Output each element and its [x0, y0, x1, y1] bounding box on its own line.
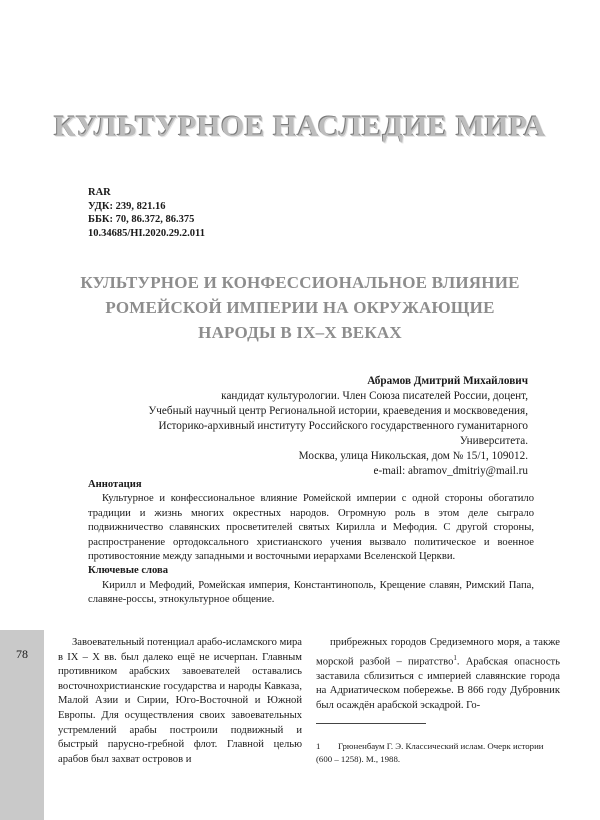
author-email[interactable]: e-mail: abramov_dmitriy@mail.ru — [373, 465, 528, 477]
abstract-section — [88, 478, 534, 608]
abstract-heading: Аннотация — [88, 479, 142, 490]
body-column-right — [316, 636, 560, 714]
body-paragraph — [316, 636, 560, 714]
author-affiliation-line: Историко-архивный институту Российского государственного гуманитарного — [158, 420, 528, 432]
body-column-left — [58, 636, 302, 767]
author-name: Абрамов Дмитрий Михайлович — [367, 375, 528, 387]
page-number: 78 — [16, 647, 28, 661]
udk-code: УДК: 239, 821.16 — [88, 200, 166, 212]
bbk-code: ББК: 70, 86.372, 86.375 — [88, 214, 195, 225]
footnote-divider — [316, 723, 426, 724]
body-text: прибрежных городов Средиземного моря, а также морской разбой – пиратство — [316, 637, 560, 668]
rar-label: RAR — [88, 187, 111, 198]
footnote-number: 1 — [316, 741, 321, 751]
author-address: Москва, улица Никольская, дом № 15/1, 109012. — [298, 450, 528, 462]
author-affiliation-line: Учебный научный центр Региональной истории, краеведения и москвоведения, — [148, 405, 528, 417]
author-affiliation-line: кандидат культурологии. Член Союза писателей России, доцент, — [221, 390, 528, 402]
author-affiliation-line: Университета. — [459, 435, 528, 447]
section-heading: КУЛЬТУРНОЕ НАСЛЕДИЕ МИРА — [54, 110, 546, 143]
body-paragraph: Завоевательный потенциал арабо-исламского мира в IX – X вв. был далеко ещё не исчерпан. Главным противником арабских завоевателей оставались восточнохристианские государства и народы Кавказа, Малой Азии и Сирии, Юго-Восточной и Южной Европы. Для осуществления своих завоевательных устремлений арабы построили подвижный и быстрый парусно-гребной флот. Главной целью арабов был захват островов и — [58, 637, 302, 765]
body-text: . Арабская опасность заставила сблизиться с империей славянские города на Адриатическом побережье. В 866 году Дубровник был осаждён арабской эскадрой. Го- — [316, 656, 560, 711]
keywords-heading: Ключевые слова — [88, 565, 169, 577]
keywords-text: Кирилл и Мефодий, Ромейская империя, Константинополь, Крещение славян, Римский Папа, славяне-россы, этнокультурное общение. — [88, 579, 534, 606]
doi: 10.34685/HI.2020.29.2.011 — [88, 227, 205, 239]
title-line: НАРОДЫ В IX–X ВЕКАХ — [198, 323, 402, 342]
abstract-text: Культурное и конфессиональное влияние Ромейской империи с одной стороны обогатило традиции и жизнь многих окрестных народов. Огромную роль в этом деле сыграло подвижничество славянских просветителей святых Кирилла и Мефодия. С другой стороны, распространение ортодоксального христианского учения вызвало политическое и военное противостояние между западными и восточными иерархами Вселенской Церкви. — [88, 493, 534, 563]
article-title — [40, 270, 560, 345]
footnote — [316, 740, 560, 766]
footnote-ref[interactable]: 1 — [453, 653, 457, 662]
article-metadata — [88, 186, 205, 240]
title-line: РОМЕЙСКОЙ ИМПЕРИИ НА ОКРУЖАЮЩИЕ — [105, 298, 495, 317]
author-block — [68, 374, 528, 479]
title-line: КУЛЬТУРНОЕ И КОНФЕССИОНАЛЬНОЕ ВЛИЯНИЕ — [80, 273, 520, 292]
footnote-text: Грюненбаум Г. Э. Классический ислам. Очерк истории (600 – 1258). М., 1988. — [316, 741, 544, 764]
